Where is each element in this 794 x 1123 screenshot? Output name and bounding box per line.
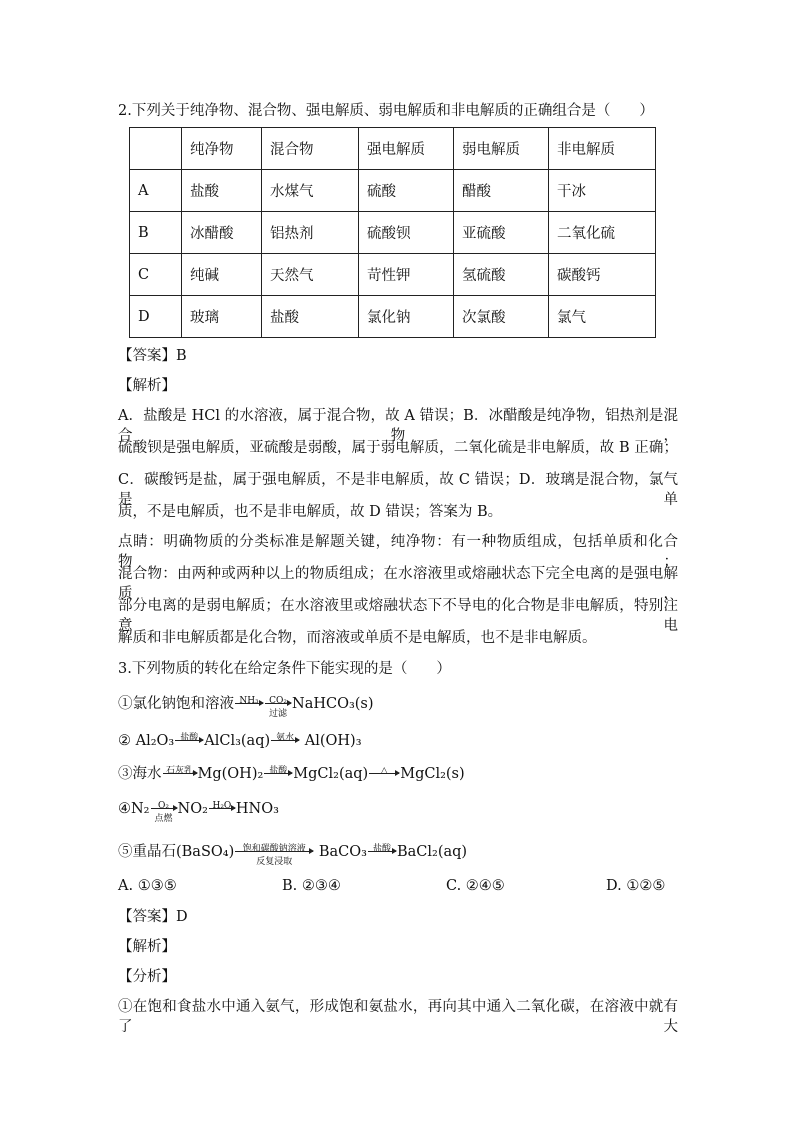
arrow-condition: 饱和碳酸钠溶液 [242, 844, 306, 854]
reaction-arrow [265, 696, 291, 719]
q2-stem: 2.下列关于纯净物、混合物、强电解质、弱电解质和非电解质的正确组合是（ ） [118, 103, 654, 119]
arrow-line [369, 773, 399, 774]
table-cell: 醋酸 [454, 170, 549, 212]
arrow-condition: 盐酸 [269, 766, 288, 776]
table-cell: 二氧化硫 [549, 212, 656, 254]
arrow-line [209, 808, 235, 809]
reactant: ⑤重晶石(BaSO₄) [118, 844, 235, 860]
table-cell: 盐酸 [182, 170, 262, 212]
table-row [130, 296, 656, 338]
reactant: ③海水 [118, 766, 162, 782]
arrow-condition: 盐酸 [372, 844, 391, 854]
q3-item-3 [118, 764, 465, 784]
q3-item-2 [118, 731, 362, 751]
reactant: ④N₂ [118, 801, 150, 817]
intermediate: BaCO₃ [314, 844, 367, 860]
reaction-arrow [369, 766, 399, 778]
q3-analysis-title: 【解析】 [118, 939, 176, 955]
table-cell: 硫酸 [359, 170, 454, 212]
table-cell: 水煤气 [262, 170, 359, 212]
q3-item-4 [118, 799, 279, 824]
product: HNO₃ [235, 801, 279, 817]
reaction-arrow [271, 733, 299, 745]
reaction-arrow [235, 844, 313, 867]
q2-analysis-line: A．盐酸是 HCl 的水溶液，属于混合物，故 A 错误；B．冰醋酸是纯净物，铝热剂是混合物， [118, 408, 678, 444]
q2-tip-line: 部分电离的是弱电解质；在水溶液里或熔融状态下不导电的化合物是非电解质，特别注意电 [118, 598, 678, 634]
q2-analysis-title: 【解析】 [118, 378, 176, 394]
arrow-condition: 点燃 [154, 814, 173, 824]
q3-analysis-subtitle: 【分析】 [118, 969, 176, 985]
q2-tip-line: 点睛：明确物质的分类标准是解题关键，纯净物：有一种物质组成，包括单质和化合物； [118, 534, 678, 570]
table-cell: 硫酸钡 [359, 212, 454, 254]
reaction-arrow [163, 766, 197, 778]
q3-stem: 3.下列物质的转化在给定条件下能实现的是（ ） [118, 661, 451, 677]
table-header: 强电解质 [359, 128, 454, 170]
arrow-condition: 氨水 [276, 733, 295, 743]
product: BaCl₂(aq) [396, 844, 468, 860]
intermediate: AlCl₃(aq) [204, 733, 271, 749]
q2-analysis-line: 硫酸钡是强电解质，亚硫酸是弱酸，属于弱电解质，二氧化硫是非电解质，故 B 正确； [118, 440, 678, 456]
choice-b: B. ②③④ [282, 878, 341, 894]
table-cell: 盐酸 [262, 296, 359, 338]
q2-analysis-line: 质，不是电解质，也不是非电解质，故 D 错误；答案为 B。 [118, 504, 503, 520]
choice-d: D. ①②⑤ [606, 878, 666, 894]
reaction-arrow [235, 696, 263, 708]
arrow-condition: H₂O [212, 801, 232, 811]
q3-item-5 [118, 842, 468, 867]
table-cell: 氯化钠 [359, 296, 454, 338]
reaction-arrow [368, 844, 396, 856]
reactant: ①氯化钠饱和溶液 [118, 696, 234, 712]
reaction-arrow [175, 733, 203, 745]
reaction-arrow [151, 801, 177, 824]
table-header: 非电解质 [549, 128, 656, 170]
option-label: B [130, 212, 182, 254]
arrow-line [151, 808, 177, 809]
option-label: D [130, 296, 182, 338]
arrow-condition: 石灰乳 [165, 766, 193, 776]
table-header: 弱电解质 [454, 128, 549, 170]
table-cell: 纯碱 [182, 254, 262, 296]
table-header-row [130, 128, 656, 170]
table-cell: 干冰 [549, 170, 656, 212]
table-header: 纯净物 [182, 128, 262, 170]
table-cell: 亚硫酸 [454, 212, 549, 254]
arrow-line [368, 851, 396, 852]
table-cell: 玻璃 [182, 296, 262, 338]
table-row [130, 212, 656, 254]
table-cell: 氯气 [549, 296, 656, 338]
arrow-line [175, 740, 203, 741]
reactant: ② Al₂O₃ [118, 733, 175, 749]
q3-analysis-line: ①在饱和食盐水中通入氨气，形成饱和氨盐水，再向其中通入二氧化碳，在溶液中就有了大 [118, 999, 678, 1035]
table-cell: 碳酸钙 [549, 254, 656, 296]
q2-options-table [129, 127, 656, 338]
intermediate: MgCl₂(aq) [293, 766, 369, 782]
arrow-condition: 反复浸取 [256, 857, 293, 867]
arrow-line [163, 773, 197, 774]
table-cell: 天然气 [262, 254, 359, 296]
reaction-arrow [264, 766, 292, 778]
intermediate: Mg(OH)₂ [197, 766, 264, 782]
arrow-condition: 过滤 [268, 709, 287, 719]
arrow-line [235, 851, 313, 852]
intermediate: NO₂ [177, 801, 208, 817]
arrow-line [271, 740, 299, 741]
arrow-line [265, 703, 291, 704]
choice-a: A. ①③⑤ [118, 878, 177, 894]
reaction-arrow [209, 801, 235, 813]
table-header: 混合物 [262, 128, 359, 170]
q2-tip-line: 混合物：由两种或两种以上的物质组成；在水溶液里或熔融状态下完全电离的是强电解质， [118, 566, 678, 602]
option-label: A [130, 170, 182, 212]
arrow-condition: △ [380, 766, 388, 776]
table-cell: 冰醋酸 [182, 212, 262, 254]
arrow-line [264, 773, 292, 774]
arrow-line [235, 703, 263, 704]
q2-analysis-line: C．碳酸钙是盐，属于强电解质，不是非电解质，故 C 错误；D．玻璃是混合物，氯气是单 [118, 472, 678, 508]
arrow-condition: NH₃ [239, 696, 259, 706]
arrow-condition: 盐酸 [180, 733, 199, 743]
choice-c: C. ②④⑤ [446, 878, 505, 894]
table-cell: 次氯酸 [454, 296, 549, 338]
arrow-condition: O₂ [158, 801, 169, 811]
table-cell [130, 128, 182, 170]
product: MgCl₂(s) [400, 766, 465, 782]
arrow-condition: CO₂ [269, 696, 287, 706]
table-row [130, 170, 656, 212]
q3-answer: 【答案】D [118, 909, 188, 925]
q2-tip-line: 解质和非电解质都是化合物，而溶液或单质不是电解质，也不是非电解质。 [118, 630, 597, 646]
q3-item-1 [118, 694, 374, 719]
table-cell: 苛性钾 [359, 254, 454, 296]
q2-answer: 【答案】B [118, 348, 187, 364]
option-label: C [130, 254, 182, 296]
table-row [130, 254, 656, 296]
table-cell: 铝热剂 [262, 212, 359, 254]
table-cell: 氢硫酸 [454, 254, 549, 296]
product: NaHCO₃(s) [292, 696, 374, 712]
product: Al(OH)₃ [300, 733, 362, 749]
